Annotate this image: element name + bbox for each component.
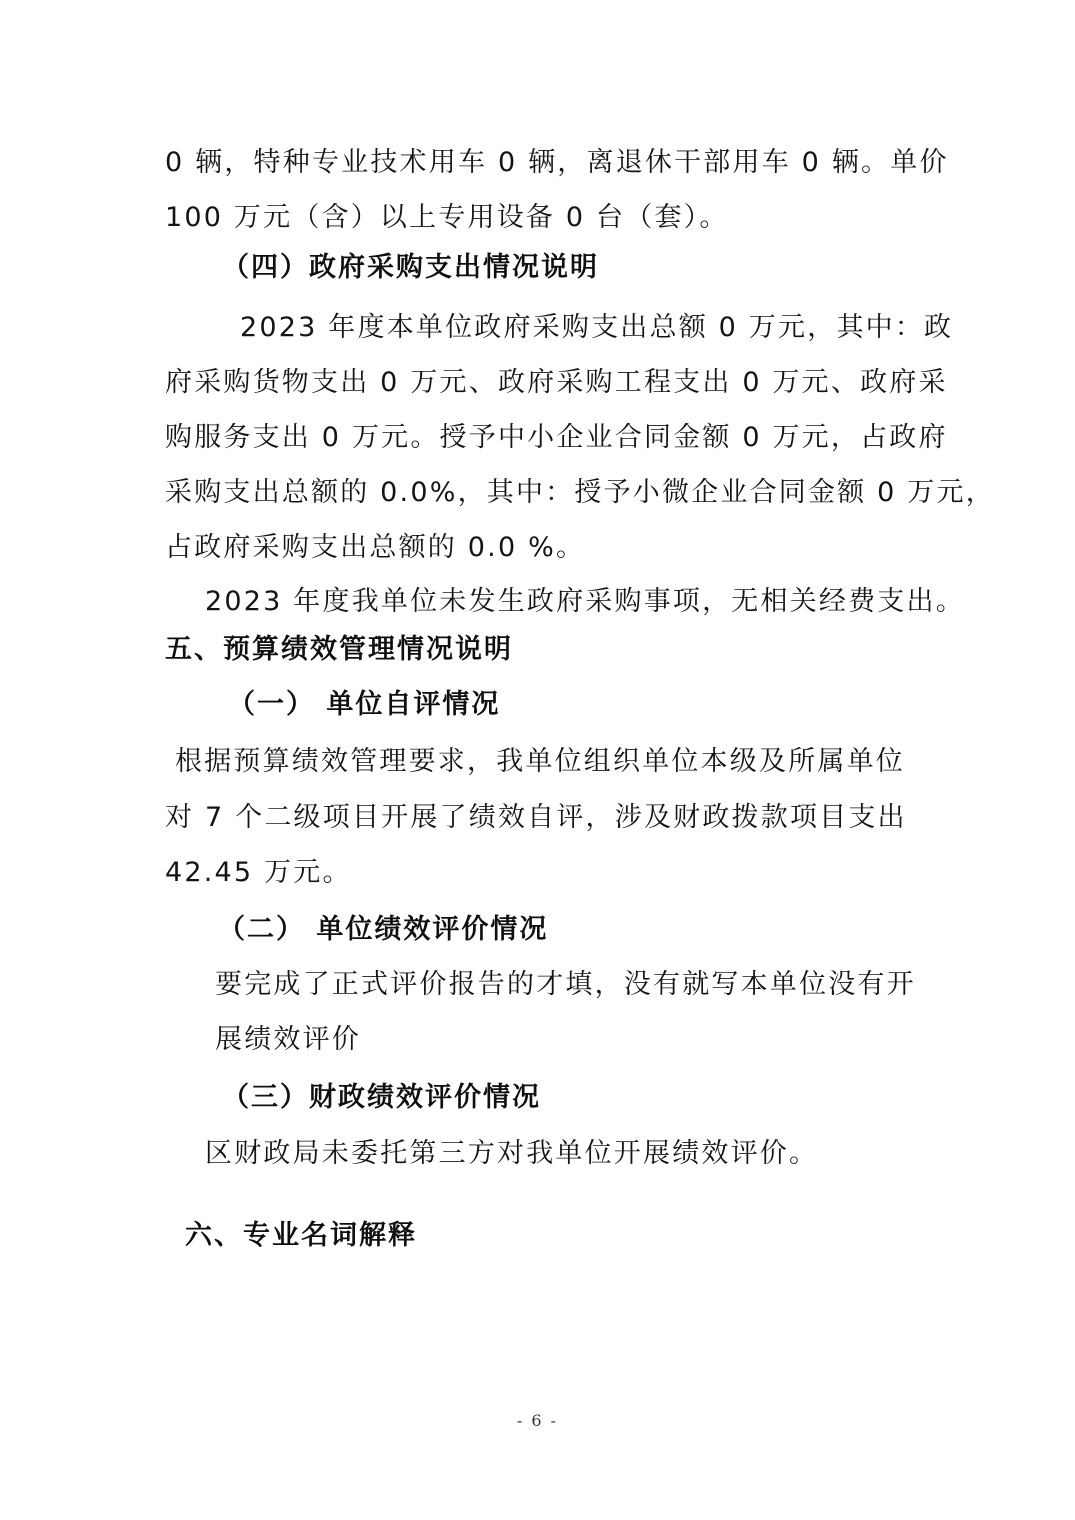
continuation-line-2: 100 万元（含）以上专用设备 0 台（套）。: [165, 202, 729, 233]
procurement-para-2: 2023 年度我单位未发生政府采购事项，无相关经费支出。: [205, 586, 965, 617]
procurement-para-line-3: 购服务支出 0 万元。授予中小企业合同金额 0 万元，占政府: [165, 422, 948, 453]
procurement-para-line-2: 府采购货物支出 0 万元、政府采购工程支出 0 万元、政府采: [165, 367, 948, 398]
self-eval-line-3: 42.45 万元。: [165, 857, 352, 888]
section-5-2-heading: （二） 单位绩效评价情况: [218, 914, 549, 945]
self-eval-line-2: 对 7 个二级项目开展了绩效自评，涉及财政拨款项目支出: [165, 802, 907, 833]
procurement-para-line-1: 2023 年度本单位政府采购支出总额 0 万元，其中：政: [240, 312, 954, 343]
page-number: - 6 -: [516, 1411, 559, 1430]
unit-eval-line-1: 要完成了正式评价报告的才填，没有就写本单位没有开: [215, 969, 916, 1000]
finance-eval-line: 区财政局未委托第三方对我单位开展绩效评价。: [205, 1138, 819, 1169]
self-eval-line-1: 根据预算绩效管理要求，我单位组织单位本级及所属单位: [175, 746, 905, 777]
continuation-line-1: 0 辆，特种专业技术用车 0 辆，离退休干部用车 0 辆。单价: [165, 147, 949, 178]
section-5-3-heading: （三）财政绩效评价情况: [222, 1082, 541, 1113]
procurement-para-line-5: 占政府采购支出总额的 0.0 %。: [165, 532, 586, 563]
section-6-heading: 六、专业名词解释: [185, 1220, 417, 1251]
section-4-4-heading: （四）政府采购支出情况说明: [222, 252, 599, 283]
unit-eval-line-2: 展绩效评价: [215, 1024, 361, 1055]
section-5-heading: 五、预算绩效管理情况说明: [165, 634, 513, 665]
section-5-1-heading: （一） 单位自评情况: [228, 689, 501, 720]
procurement-para-line-4: 采购支出总额的 0.0%，其中：授予小微企业合同金额 0 万元，: [165, 477, 995, 508]
